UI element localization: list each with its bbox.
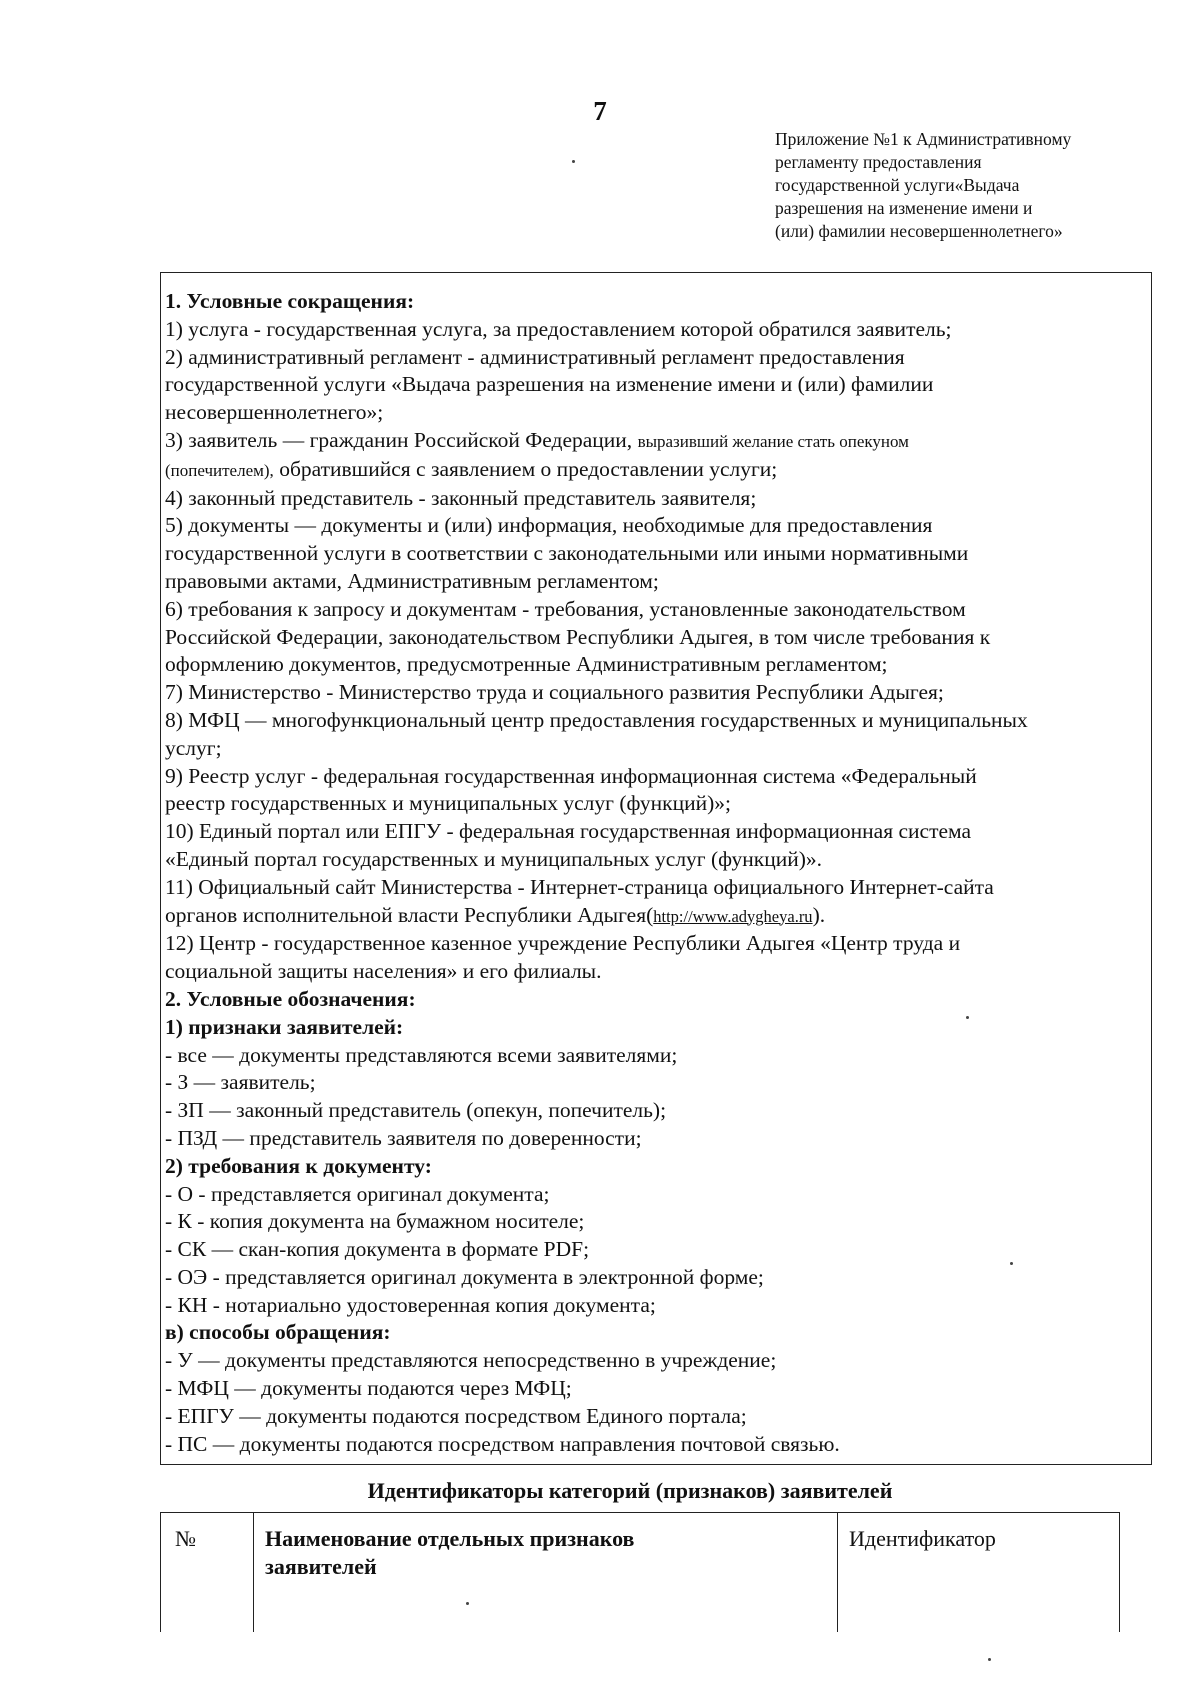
page-number: 7	[593, 96, 607, 126]
list-item: - ЗП — законный представитель (опекун, попечитель);	[165, 1098, 667, 1123]
definition-line: услуг;	[165, 735, 222, 760]
appendix-line: (или) фамилии несовершеннолетнего»	[775, 221, 1063, 241]
list-item: - У — документы представляются непосредственно в учреждение;	[165, 1348, 777, 1373]
definition-text: органов исполнительной власти Республики Адыгея(	[165, 902, 654, 927]
table-header-name	[265, 1525, 634, 1581]
table-header-number: №	[175, 1526, 196, 1551]
table-column-divider	[253, 1513, 254, 1632]
definition-line: государственной услуги в соответствии с законодательными или иными нормативными	[165, 541, 969, 566]
appendix-line: Приложение №1 к Административному	[775, 129, 1072, 149]
list-item: - К - копия документа на бумажном носителе;	[165, 1209, 585, 1234]
scan-speck	[966, 1016, 969, 1019]
subheading-applicant-attributes: 1) признаки заявителей:	[165, 1014, 404, 1039]
list-item: - ПС — документы подаются посредством направления почтовой связью.	[165, 1431, 840, 1456]
list-item: - З — заявитель;	[165, 1070, 316, 1095]
definition-line	[165, 427, 1150, 456]
section-heading-abbreviations: 1. Условные сокращения:	[165, 289, 415, 313]
definition-line: государственной услуги «Выдача разрешения на изменение имени и (или) фамилии	[165, 372, 934, 397]
appendix-line: разрешения на изменение имени и	[775, 198, 1033, 218]
list-item: - ЕПГУ — документы подаются посредством Единого портала;	[165, 1403, 747, 1428]
subheading-submission-methods: в) способы обращения:	[165, 1320, 391, 1345]
definition-text: обратившийся с заявлением о предоставлении услуги;	[279, 456, 778, 481]
definition-line: 2) административный регламент - административный регламент предоставления	[165, 344, 905, 369]
definition-line: 4) законный представитель - законный представитель заявителя;	[165, 485, 757, 510]
definition-text: ).	[812, 902, 826, 927]
scan-speck	[988, 1658, 991, 1661]
list-item: - все — документы представляются всеми заявителями;	[165, 1042, 678, 1067]
table-header-name-line: заявителей	[265, 1554, 377, 1579]
definition-text: 3) заявитель — гражданин Российской Федерации,	[165, 427, 633, 452]
table-header-identifier: Идентификатор	[849, 1526, 996, 1551]
definition-line: 9) Реестр услуг - федеральная государственная информационная система «Федеральный	[165, 763, 977, 788]
table-column-divider	[837, 1513, 838, 1632]
definition-line: реестр государственных и муниципальных услуг (функций)»;	[165, 791, 731, 816]
definition-line: 8) МФЦ — многофункциональный центр предоставления государственных и муниципальных	[165, 707, 1028, 732]
appendix-line: государственной услуги«Выдача	[775, 175, 1020, 195]
scan-speck	[466, 1602, 469, 1605]
definitions-content	[165, 288, 1150, 1458]
ministry-website-link[interactable]: http://www.adygheya.ru	[653, 906, 813, 926]
definition-line: Российской Федерации, законодательством Республики Адыгея, в том числе требования к	[165, 624, 991, 649]
definition-line: правовыми актами, Административным регламентом;	[165, 568, 659, 593]
definition-line: оформлению документов, предусмотренные Административным регламентом;	[165, 652, 888, 677]
section-title: Идентификаторы категорий (признаков) заявителей	[367, 1478, 893, 1503]
scan-speck	[1010, 1262, 1013, 1265]
definition-line: 5) документы — документы и (или) информация, необходимые для предоставления	[165, 513, 933, 538]
section-heading-designations: 2. Условные обозначения:	[165, 986, 416, 1011]
definition-line: 11) Официальный сайт Министерства - Интернет-страница официального Интернет-сайта	[165, 874, 994, 899]
definition-line: 10) Единый портал или ЕПГУ - федеральная государственная информационная система	[165, 819, 972, 844]
appendix-header	[775, 128, 1135, 243]
applicant-identifiers-table	[160, 1512, 1120, 1632]
definition-small-text: (попечителем),	[165, 460, 274, 480]
definition-line: 1) услуга - государственная услуга, за предоставлением которой обратился заявитель;	[165, 316, 952, 341]
definition-line: социальной защиты населения» и его филиалы.	[165, 959, 602, 984]
definition-line: «Единый портал государственных и муниципальных услуг (функций)».	[165, 846, 823, 871]
list-item: - ПЗД — представитель заявителя по доверенности;	[165, 1125, 642, 1150]
definition-small-text: выразивший желание стать опекуном	[637, 431, 909, 451]
definition-line: 12) Центр - государственное казенное учреждение Республики Адыгея «Центр труда и	[165, 931, 961, 956]
definition-line	[165, 456, 1150, 485]
list-item: - МФЦ — документы подаются через МФЦ;	[165, 1376, 572, 1401]
list-item: - ОЭ - представляется оригинал документа в электронной форме;	[165, 1264, 764, 1289]
scan-speck	[572, 160, 575, 163]
definition-line: 6) требования к запросу и документам - требования, установленные законодательством	[165, 596, 966, 621]
subheading-document-requirements: 2) требования к документу:	[165, 1153, 432, 1178]
definition-line: 7) Министерство - Министерство труда и социального развития Республики Адыгея;	[165, 680, 944, 705]
list-item: - СК — скан-копия документа в формате PDF;	[165, 1237, 590, 1262]
list-item: - О - представляется оригинал документа;	[165, 1181, 550, 1206]
table-header-name-line: Наименование отдельных признаков	[265, 1526, 635, 1551]
definition-line	[165, 902, 1150, 931]
list-item: - КН - нотариально удостоверенная копия документа;	[165, 1292, 656, 1317]
appendix-line: регламенту предоставления	[775, 152, 982, 172]
definition-line: несовершеннолетнего»;	[165, 400, 384, 425]
